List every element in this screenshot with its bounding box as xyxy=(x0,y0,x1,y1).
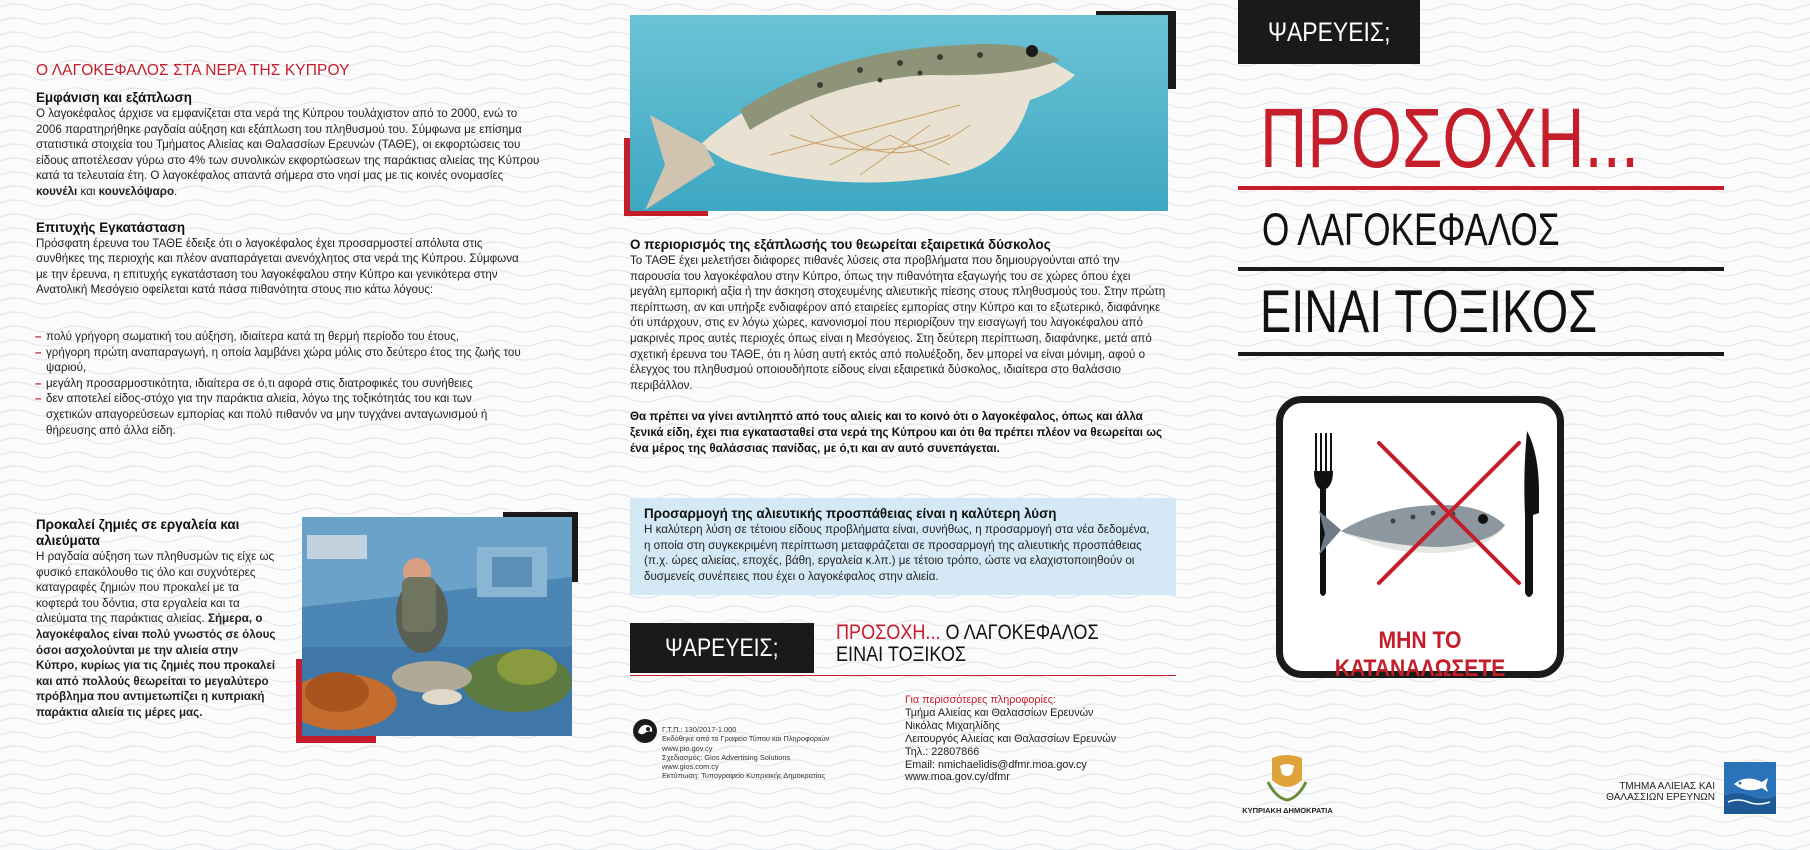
imprint-line: Γ.Τ.Π.: 130/2017-1.000 xyxy=(662,725,737,734)
cover-line2-text: ΕΙΝΑΙ ΤΟΞΙΚΟΣ xyxy=(1260,278,1598,345)
pio-logo xyxy=(632,718,658,744)
section-text-damage: Η ραγδαία αύξηση των πληθυσμών τις είχε ως φυσικό επακόλουθο τις όλο και συχνότερες καταγραφές ζημιών που προκαλεί με τα κοφτερά του δόντια, στα εργαλεία και τα αλιεύματα της παράκτιας αλιείας. Σήμερα, ο λαγοκέφαλος είναι πολύ γνωστός σε όλους όσοι ασχολούνται με την αλιεία στην Κύπρο, κυρίως για τις ζημιές που προκαλεί και από πολλούς θεωρείται το μεγαλύτερο πρόβλημα που αντιμετωπίζει η κυπριακή παράκτια αλιεία τις μέρες μας. xyxy=(36,550,276,719)
imprint-line: www.gios.com.cy xyxy=(662,762,719,772)
section-text-appearance: Ο λαγοκέφαλος άρχισε να εμφανίζεται στα νερά της Κύπρου τουλάχιστον από το 2000, ενώ το 2006 παρατηρήθηκε ραγδαία αύξηση και εξάπλωση του πληθυσμού του. Σύμφωνα με επίσημα στατιστικά στοιχεία του Τμήματος Αλιείας και Θαλασσίων Ερευνών (ΤΑΘΕ), οι εκφορτώσεις του είδους αποτέλεσαν γύρω στο 4% των συνολικών εκφορτώσεων της παράκτιας αλιείας της Κύπρου κατά τα τελευταία έτη. Ο λαγοκέφαλος απαντά σήμερα στο νησί μας με τις κοινές ονομασίες κουνέλι και κουνελόψαρο. xyxy=(36,107,540,198)
warning-sign xyxy=(1276,396,1564,682)
photo-frame-dark xyxy=(1168,11,1176,89)
imprint-line: Εκδόθηκε από το Γραφείο Τύπου και Πληροφοριών xyxy=(662,734,830,744)
solution-text: Η καλύτερη λύση σε τέτοιου είδους προβλήματα είναι, συνήθως, η προσαρμογή στα νέα δεδομένα, η οποία στη συγκεκριμένη περίπτωση μεταφράζεται σε προσαρμογή της αλιευτικής προσπάθειας (π.χ. ώρες αλιείας, εποχές, βάθη, εργαλεία κ.λπ.) με τέτοιο τρόπο, ώστε να ελαχιστοποιηθούν οι δυσμενείς συνέπειες που έχει ο λαγοκέφαλος στην αλιεία. xyxy=(644,523,1150,583)
solution-box xyxy=(630,498,1176,595)
reasons-list xyxy=(36,329,521,438)
small-banner-label xyxy=(630,623,814,673)
photo-frame-red xyxy=(296,735,376,743)
cyprus-emblem xyxy=(1262,752,1312,804)
imprint-line: www.pio.gov.cy xyxy=(662,743,713,753)
left-panel xyxy=(36,62,546,438)
section-title-limitation: Ο περιορισμός της εξάπλωσής του θεωρείται εξαιρετικά δύσκολος xyxy=(630,237,1051,252)
cover-line1-text: Ο ΛΑΓΟΚΕΦΑΛΟΣ xyxy=(1262,204,1560,255)
cover-tag-text: ΨΑΡΕΥΕΙΣ; xyxy=(1267,16,1391,47)
imprint-block xyxy=(662,725,882,781)
banner-divider xyxy=(630,675,1176,676)
small-banner-line1: Ο ΛΑΓΟΚΕΦΑΛΟΣ xyxy=(940,621,1099,644)
contact-website[interactable]: www.moa.gov.cy/dfmr xyxy=(905,771,1010,784)
cover-line1 xyxy=(1262,204,1712,256)
small-banner-text: ΨΑΡΕΥΕΙΣ; xyxy=(665,633,779,662)
cover-rule-dark xyxy=(1238,267,1724,271)
cover-title-text: ΠΡΟΣΟΧΗ... xyxy=(1260,92,1640,184)
cover-line2 xyxy=(1260,278,1720,346)
section-title-damage: Προκαλεί ζημιές σε εργαλεία και αλιεύματα xyxy=(36,517,240,548)
department-label xyxy=(1585,781,1715,803)
pufferfish-photo xyxy=(630,15,1168,211)
contact-block xyxy=(905,694,1165,784)
section-title-establishment: Επιτυχής Εγκατάσταση xyxy=(36,219,186,235)
cover-rule-dark xyxy=(1238,352,1724,356)
sign-text: ΜΗΝ ΤΟ ΚΑΤΑΝΑΛΩΣΕΤΕ xyxy=(1334,627,1506,682)
small-banner-red: ΠΡΟΣΟΧΗ... xyxy=(836,621,941,644)
list-item: – δεν αποτελεί είδος-στόχο για την παράκτια αλιεία, λόγω της τοξικότητάς του και των σχετικών απαγορεύσεων εμπορίας και πολύ πιθανόν να μην τυγχάνει ανταγωνισμού ή θήρευσης από άλλα είδη. xyxy=(36,391,521,438)
republic-label: ΚΥΠΡΙΑΚΗ ΔΗΜΟΚΡΑΤΙΑ xyxy=(1242,806,1333,815)
section-title-appearance: Εμφάνιση και εξάπλωση xyxy=(36,90,192,105)
no-fish-icon xyxy=(1283,413,1557,613)
cover-title xyxy=(1260,92,1720,184)
middle-text xyxy=(630,237,1170,456)
department-logo xyxy=(1724,762,1776,814)
cover-rule-red xyxy=(1238,186,1724,190)
list-item: – γρήγορη πρώτη αναπαραγωγή, η οποία λαμβάνει χώρα μόλις στο δεύτερο έτος της ζωής του ψαριού, xyxy=(36,345,521,376)
department-line: ΘΑΛΑΣΣΙΩΝ ΕΡΕΥΝΩΝ xyxy=(1606,792,1715,803)
section-text-limitation: Το ΤΑΘΕ έχει μελετήσει διάφορες πιθανές λύσεις στα προβλήματα που δημιουργούνται από την παρουσία του λαγοκέφαλου στην Κύπρο, όπως την πιθανότητα εξαγωγής του σε χώρες όπου έχει μεγάλη εμπορική αξία ή την άσκηση στοχευμένης αλιευτικής πίεσης στους πληθυσμούς του. Στην πρώτη περίπτωση, αν και υπήρξε ενδιαφέρον από εταιρείες εμπορίας στην Κύπρο και το εξωτερικό, διαφάνηκε ότι υπάρχουν, στις εν λόγω χώρες, κανονισμοί που περιορίζουν την εισαγωγή του λαγοκέφαλου από μακρινές προς αυτές περιοχές όπως είναι η Μεσόγειος. Στη δεύτερη περίπτωση, διαφάνηκε, μετά από σχετική έρευνα του ΤΑΘΕ, ότι η λύση αυτή εκτός από πολυέξοδη, δεν μπορεί να είναι μόνιμη, αφού ο έλεγχος του πληθυσμού οποιουδήποτε είδους είναι εξαιρετικά δύσκολος, ιδιαίτερα στο θαλάσσιο περιβάλλον. xyxy=(630,254,1166,392)
imprint-line: Σχεδιασμός: Gios Advertising Solutions xyxy=(662,752,791,762)
solution-title: Προσαρμογή της αλιευτικής προσπάθειας είναι η καλύτερη λύση xyxy=(644,506,1057,521)
contact-title: Για περισσότερες πληροφορίες: xyxy=(905,694,1056,706)
section-text-establishment: Πρόσφατη έρευνα του ΤΑΘΕ έδειξε ότι ο λαγοκέφαλος έχει προσαρμοστεί απόλυτα στις συνθήκες της περιοχής και πλέον αναπαράγεται ανενόχλητος στα νερά της Κύπρου. Σύμφωνα με την έρευνα, η επιτυχής εγκατάσταση του λαγοκέφαλου στην Κύπρο και γενικότερα στην Ανατολική Μεσόγειο οφείλεται κατά πάσα πιθανότητα στους πιο κάτω λόγους: xyxy=(36,236,519,297)
cover-tag xyxy=(1238,0,1420,64)
knife-icon xyxy=(1524,431,1557,597)
damage-section xyxy=(36,517,280,721)
fishermen-photo xyxy=(302,517,572,736)
list-item: – πολύ γρήγορη σωματική του αύξηση, ιδιαίτερα κατά τη θερμή περίοδο του έτους, xyxy=(36,329,521,345)
small-banner-heading xyxy=(836,622,1176,666)
contact-line: Τμήμα Αλιείας και Θαλασσίων Ερευνών xyxy=(905,706,1094,719)
bold-statement: Θα πρέπει να γίνει αντιληπτό από τους αλιείς και το κοινό ότι ο λαγοκέφαλος, όπως και άλλα ξενικά είδη, έχει πια εγκατασταθεί στα νερά της Κύπρου και ότι θα πρέπει πλέον να θεωρείται ως ένα μέρος της θαλάσσιας πανίδας, με ό,τι και αν αυτό συνεπάγεται. xyxy=(630,410,1163,455)
imprint-line: Εκτύπωση: Τυπογραφείο Κυπριακής Δημοκρατίας xyxy=(662,771,826,781)
small-banner-line2: ΕΙΝΑΙ ΤΟΞΙΚΟΣ xyxy=(836,643,967,666)
department-line: ΤΜΗΜΑ ΑΛΙΕΙΑΣ ΚΑΙ xyxy=(1619,781,1715,792)
contact-line: Νικόλας Μιχαηλίδης xyxy=(905,719,1000,732)
contact-line: Λειτουργός Αλιείας και Θαλασσίων Ερευνών xyxy=(905,732,1117,745)
left-heading: Ο ΛΑΓΟΚΕΦΑΛΟΣ ΣΤΑ ΝΕΡΑ ΤΗΣ ΚΥΠΡΟΥ xyxy=(36,62,350,79)
fork-icon xyxy=(1314,433,1333,596)
list-item: – μεγάλη προσαρμοστικότητα, ιδιαίτερα σε ό,τι αφορά στις διατροφικές του συνήθειες xyxy=(36,376,521,392)
contact-email[interactable]: Email: nmichaelidis@dfmr.moa.gov.cy xyxy=(905,758,1087,771)
contact-line: Τηλ.: 22807866 xyxy=(905,745,980,758)
